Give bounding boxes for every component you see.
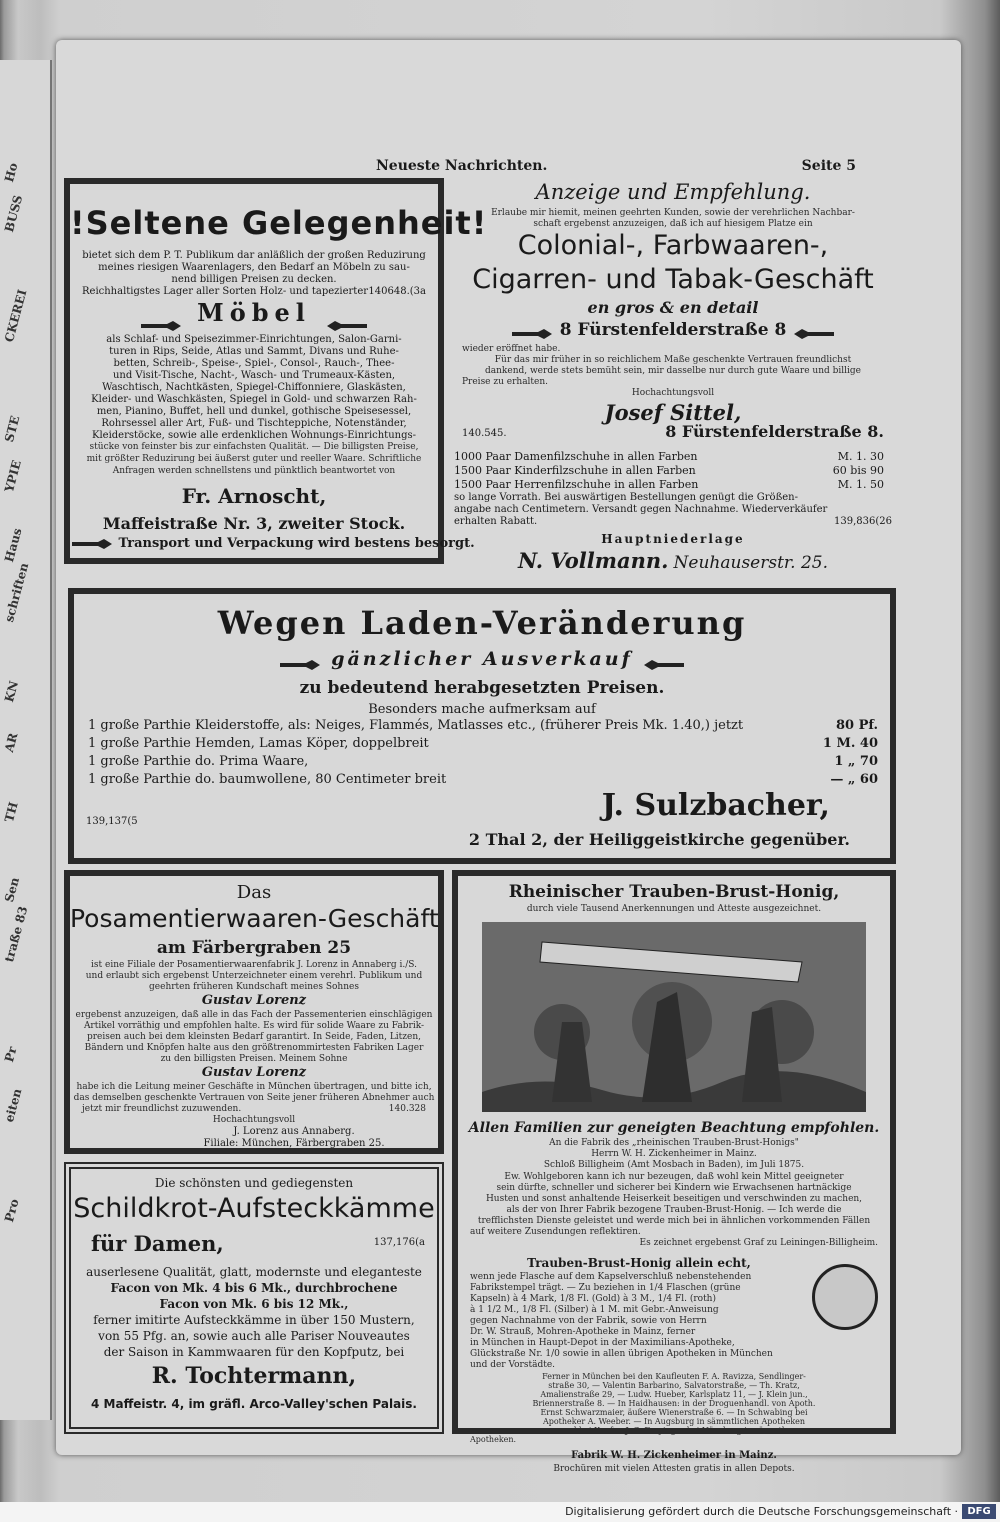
ad-text: erhalten Rabatt. xyxy=(454,516,538,527)
ad-body-line: straße 30, — Valentin Barbarino, Salvatorstraße, — Th. Kratz, xyxy=(548,1381,800,1390)
ad-body-line: auf weitere Zusendungen reflektiren. xyxy=(470,1227,641,1237)
ad-text: meines riesigen Waarenlagers, den Bedarf an Möbeln zu sau- xyxy=(98,262,410,273)
ad-advertiser-name: N. Vollmann. xyxy=(517,548,669,573)
ad-body-line: Waschtisch, Nachtkästen, Spiegel-Chiffonniere, Glaskästen, xyxy=(102,382,406,393)
ad-reference: 139,836(26 xyxy=(834,516,892,527)
fragment: schriften xyxy=(2,561,32,624)
ad-body-line: Fabrikstempel trägt. — Zu beziehen in 1/4 Flaschen (grüne xyxy=(470,1283,741,1293)
adjacent-page-strip xyxy=(0,60,52,1420)
ad-address-row xyxy=(450,320,896,340)
page-number: Seite 5 xyxy=(801,158,856,174)
ad-body-line: Kleiderstöcke, sowie alle erdenklichen Wohnungs-Einrichtungs- xyxy=(91,430,416,441)
fragment: KN xyxy=(2,679,22,704)
ad-body-line: und der Vorstädte. xyxy=(470,1360,556,1370)
ad-body-line: Ernst Schwarzmaier, äußere Wienerstraße 6. — In Schwabing bei xyxy=(540,1408,808,1417)
ad-body-line: das demselben geschenkte Vertrauen von Seite jener früheren Abnehmer auch xyxy=(73,1093,435,1103)
ad-headline: Rheinischer Trauben-Brust-Honig, xyxy=(508,882,840,902)
price-row-text: 1 große Parthie do. Prima Waare, xyxy=(88,754,309,769)
pointing-hand-icon xyxy=(278,654,322,666)
price-row-text: 1 große Parthie do. baumwollene, 80 Centimeter breit xyxy=(88,772,447,787)
price-row-price: — „ 60 xyxy=(830,772,878,787)
price-row-price: 80 Pf. xyxy=(835,718,878,733)
ad-body-line: Artikel vorräthig und empfohlen halte. Es wird für solide Waare zu Fabrik- xyxy=(83,1021,425,1031)
price-row-text: 1500 Paar Kinderfilzschuhe in allen Farben xyxy=(454,464,696,477)
fragment: eiten xyxy=(2,1087,25,1124)
ad-subtitle: en gros & en detail xyxy=(587,298,759,317)
ad-text: schaft ergebenst anzuzeigen, daß ich auf hiesigem Platze ein xyxy=(533,219,813,229)
ad-subtitle-row xyxy=(74,648,890,670)
fragment: BUSS xyxy=(2,193,26,234)
price-row-text: 1500 Paar Herrenfilzschuhe in allen Farben xyxy=(454,478,699,491)
price-row-price: 1 „ 70 xyxy=(834,754,878,769)
footer-credit: Digitalisierung gefördert durch die Deutsche Forschungsgemeinschaft · xyxy=(565,1505,958,1518)
ad-body-line: men, Pianino, Buffet, hell und dunkel, gothische Speisesessel, xyxy=(96,406,412,417)
ad-name-row xyxy=(450,548,896,573)
ad-text: Hochachtungsvoll xyxy=(631,388,715,398)
ad-body-line: Apotheker A. Weeber. — In Augsburg in sämmtlichen Apotheken xyxy=(542,1417,806,1426)
ad-body-line: und Visit-Tische, Nacht-, Wasch- und Trumeaux-Kästen, xyxy=(112,370,396,381)
ad-body-line: trefflichsten Dienste geleistet und werde mich bei in ähnlichen vorkommenden Fällen xyxy=(477,1216,871,1226)
ad-body-line: sein dürfte, schneller und sicherer bei Kindern wie Erwachsenen hartnäckige xyxy=(496,1183,852,1193)
ad-text: Besonders mache aufmerksam auf xyxy=(368,702,596,717)
price-row-text: 1 große Parthie Hemden, Lamas Köper, doppelbreit xyxy=(88,736,429,751)
ad-headline: Wegen Laden-Veränderung xyxy=(217,604,747,642)
ad-label: Hauptniederlage xyxy=(601,532,745,546)
ad-signature: J. Lorenz aus Annaberg. xyxy=(233,1126,355,1137)
price-row xyxy=(454,478,884,491)
ad-signature: Es zeichnet ergebenst Graf zu Leiningen-Billigheim. xyxy=(639,1238,878,1248)
ad-advertiser-name: R. Tochtermann, xyxy=(151,1363,357,1389)
ad-body-line: ergebenst anzuzeigen, daß alle in das Fach der Passementerien einschlägigen xyxy=(75,1010,433,1020)
price-row xyxy=(88,736,878,751)
ad-honig xyxy=(452,870,896,1474)
ad-body-line: preisen auch bei dem kleinsten Bedarf garantirt. In Seide, Faden, Litzen, xyxy=(86,1032,422,1042)
ad-colonial xyxy=(450,178,896,440)
ad-kaemme xyxy=(64,1162,444,1434)
ad-text: wieder eröffnet habe. xyxy=(462,344,561,354)
pointing-hand-icon xyxy=(325,309,369,321)
ad-text: angabe nach Centimetern. Versandt gegen Nachnahme. Wiederverkäufer xyxy=(454,504,828,515)
ad-reference: 140.545. xyxy=(462,428,507,439)
page-header xyxy=(376,158,856,178)
pointing-hand-icon xyxy=(642,654,686,666)
pointing-hand-icon xyxy=(510,325,554,337)
pointing-hand-icon xyxy=(139,309,183,321)
price-row xyxy=(454,464,884,477)
ad-brochure: Brochüren mit vielen Attesten gratis in allen Depots. xyxy=(553,1464,795,1474)
price-row xyxy=(454,450,884,463)
fragment: TH xyxy=(2,800,21,824)
ad-footer-row xyxy=(70,536,475,551)
ad-title: Cigarren- und Tabak-Geschäft xyxy=(472,264,874,295)
fragment: Ho xyxy=(2,161,21,184)
ad-body-line: stücke von feinster bis zur einfachsten Qualität. — Die billigsten Preise, xyxy=(89,442,419,452)
ad-address: 8 Fürstenfelderstraße 8. xyxy=(665,422,884,441)
ad-body-line: geehrten früheren Kundschaft meines Sohnes xyxy=(149,982,359,992)
ad-body-line: Kleider- und Waschkästen, Spiegel in Gold- und schwarzen Rah- xyxy=(91,394,417,405)
ad-body-line: Dr. W. Strauß, Mohren-Apotheke in Mainz, ferner xyxy=(470,1327,696,1337)
price-row xyxy=(88,772,878,787)
ad-advertiser-name: J. Sulzbacher, xyxy=(601,788,830,823)
ad-reference: 137,176(a xyxy=(373,1237,425,1248)
ad-advertiser-name: Josef Sittel, xyxy=(604,400,742,425)
ad-body-line: als der von Ihrer Fabrik bezogene Trauben-Brust-Honig. — Ich werde die xyxy=(506,1205,842,1215)
ad-headline: !Seltene Gelegenheit! xyxy=(70,204,488,242)
ad-body-line: Apotheken. xyxy=(470,1435,517,1444)
ad-address: Neuhauserstr. 25. xyxy=(673,553,829,573)
price-row-price: 1 M. 40 xyxy=(822,736,878,751)
ad-headline: Die schönsten und gediegensten xyxy=(154,1176,354,1190)
ad-body-line: zu den billigsten Preisen. Meinem Sohne xyxy=(160,1054,348,1064)
ad-address: am Färbergraben 25 xyxy=(156,938,352,958)
pointing-hand-icon xyxy=(792,325,836,337)
ad-body-line: gegen Nachnahme von der Fabrik, sowie von Herrn xyxy=(470,1316,707,1326)
ad-reference: 140.328 xyxy=(388,1104,426,1114)
grape-harvest-engraving xyxy=(482,922,866,1112)
pointing-hand-icon xyxy=(70,538,114,550)
ad-title: Posamentierwaaren-Geschäft xyxy=(70,904,439,933)
ad-body-line: à 1 1/2 M., 1/8 Fl. (Silber) à 1 M. mit Gebr.-Anweisung xyxy=(470,1305,719,1315)
ad-subtitle: Trauben-Brust-Honig allein echt, xyxy=(527,1256,751,1270)
ad-sulzbacher xyxy=(68,588,896,864)
ad-address: 2 Thal 2, der Heiliggeistkirche gegenüber. xyxy=(468,830,850,849)
newspaper-page xyxy=(56,40,961,1474)
price-row-price: M. 1. 30 xyxy=(837,450,884,463)
ad-factory: Fabrik W. H. Zickenheimer in Mainz. xyxy=(571,1450,777,1461)
ad-body-line: ferner imitirte Aufsteckkämme in über 150 Mustern, xyxy=(93,1313,415,1327)
ad-body-line: und erlaubt sich ergebenst Unterzeichneter einem verehrl. Publikum und xyxy=(85,971,423,981)
ad-text: An die Fabrik des „rheinischen Trauben-Brust-Honigs" xyxy=(549,1138,799,1148)
ad-body-line: und bei Kaufm. J. G. Freyinger bei Nürnberg in sämmtl. xyxy=(561,1426,787,1435)
page-title: Neueste Nachrichten. xyxy=(376,158,548,174)
ad-text: Erlaube mir hiemit, meinen geehrten Kunden, sowie der verehrlichen Nachbar- xyxy=(491,208,855,218)
ad-body-line: Kapseln) à 4 Mark, 1/8 Fl. (Gold) à 3 M., 1/4 Fl. (roth) xyxy=(470,1294,716,1304)
ad-title: Möbel xyxy=(197,298,311,327)
ad-address: Maffeistraße Nr. 3, zweiter Stock. xyxy=(102,514,406,533)
price-row xyxy=(88,718,878,733)
price-row-price: M. 1. 50 xyxy=(837,478,884,491)
ad-body-line: von 55 Pfg. an, sowie auch alle Pariser Nouveautes xyxy=(98,1329,410,1343)
ad-subtitle: zu bedeutend herabgesetzten Preisen. xyxy=(299,678,665,698)
ad-text: nend billigen Preisen zu decken. xyxy=(171,274,337,285)
ad-body-line: Facon von Mk. 4 bis 6 Mk., durchbrochene xyxy=(110,1281,398,1295)
ad-reference: 140648.(3a xyxy=(368,286,426,297)
fragment: Sen xyxy=(2,875,23,904)
dfg-logo: DFG xyxy=(962,1504,996,1519)
ad-body-line: Amalienstraße 29, — Ludw. Hueber, Karlsplatz 11, — J. Klein jun., xyxy=(540,1390,808,1399)
ad-body-line: auserlesene Qualität, glatt, modernste und eleganteste xyxy=(86,1265,422,1279)
ad-body-line: Briennerstraße 8. — In Haidhausen: in der Droguenhandl. von Apoth. xyxy=(532,1399,816,1408)
ad-person-name: Gustav Lorenz xyxy=(201,993,307,1008)
ad-body-line: ist eine Filiale der Posamentierwaarenfabrik J. Lorenz in Annaberg i./S. xyxy=(91,960,417,970)
ad-filzschuhe xyxy=(450,450,896,582)
ad-advertiser-name: Fr. Arnoscht, xyxy=(181,484,327,508)
ad-body-line: Husten und sonst anhaltende Heiserkeit beseitigen und verschwinden zu machen, xyxy=(485,1194,863,1204)
ad-address: 4 Maffeistr. 4, im gräfl. Arco-Valley'schen Palais. xyxy=(91,1397,417,1411)
fragment: Pr xyxy=(2,1045,20,1064)
ad-posament xyxy=(64,870,444,1154)
ad-text: dankend, werde stets bemüht sein, mir dasselbe nur durch gute Waare und billige xyxy=(485,366,861,376)
ad-title: für Damen, xyxy=(91,1231,224,1256)
ad-title: Colonial-, Farbwaaren-, xyxy=(517,230,829,261)
ad-body-line: Facon von Mk. 6 bis 12 Mk., xyxy=(159,1297,349,1311)
ad-text: Herrn W. H. Zickenheimer in Mainz. xyxy=(591,1149,757,1159)
ad-reference: 139,137(5 xyxy=(86,816,138,827)
ad-subtitle: durch viele Tausend Anerkennungen und Atteste ausgezeichnet. xyxy=(526,904,822,914)
fragment: STE xyxy=(2,414,23,444)
ad-footer: Transport und Verpackung wird bestens besorgt. xyxy=(118,536,475,551)
fragment: YPIE xyxy=(2,458,24,494)
price-row-price: 60 bis 90 xyxy=(832,464,884,477)
ad-branch: Filiale: München, Färbergraben 25. xyxy=(203,1138,385,1149)
ad-body-line: Ferner in München bei den Kaufleuten F. A. Ravizza, Sendlinger- xyxy=(542,1372,806,1381)
ad-body-line: betten, Schreib-, Speise-, Spiel-, Consol-, Rauch-, Thee- xyxy=(113,358,395,369)
price-row-text: 1 große Parthie Kleiderstoffe, als: Neiges, Flammés, Matlasses etc., (früherer Preis Mk. 1.40,) jetzt xyxy=(88,718,744,733)
ad-headline: Anzeige und Empfehlung. xyxy=(535,180,811,204)
ad-body-line: Rohrsessel aller Art, Fuß- und Tischteppiche, Notenständer, xyxy=(101,418,407,429)
fragment: traße 83 xyxy=(2,904,31,964)
ad-body-line: turen in Rips, Seide, Atlas und Sammt, Divans und Ruhe- xyxy=(109,346,399,357)
ad-body-line: Anfragen werden schnellstens und pünktlich beantwortet von xyxy=(112,466,396,476)
ad-body-line: Glückstraße Nr. 1/0 sowie in allen übrigen Apotheken in München xyxy=(470,1349,773,1359)
digitization-footer xyxy=(0,1502,1000,1522)
ad-address: 8 Fürstenfelderstraße 8 xyxy=(559,320,787,340)
ad-body-line: als Schlaf- und Speisezimmer-Einrichtungen, Salon-Garni- xyxy=(106,334,402,345)
price-row xyxy=(88,754,878,769)
ad-text: Hochachtungsvoll xyxy=(212,1115,296,1125)
ad-subtitle: gänzlicher Ausverkauf xyxy=(331,648,633,670)
ad-text: so lange Vorrath. Bei auswärtigen Bestellungen genügt die Größen- xyxy=(454,492,798,503)
ad-body-line: wenn jede Flasche auf dem Kapselverschluß nebenstehenden xyxy=(470,1272,752,1282)
ad-headline: Das xyxy=(236,882,272,903)
ad-body-line: habe ich die Leitung meiner Geschäfte in München übertragen, und bitte ich, xyxy=(76,1082,432,1092)
fragment: CKEREI xyxy=(2,287,30,344)
ad-body-line: Bändern und Knöpfen halte aus den größtrenommirtesten Fabriken Lager xyxy=(84,1043,424,1053)
ad-body-line: in München in Haupt-Depot in der Maximilians-Apotheke, xyxy=(470,1338,735,1348)
fragment: Pro xyxy=(2,1197,22,1224)
fragment: Haus xyxy=(2,526,25,564)
ad-text: bietet sich dem P. T. Publikum dar anläßlich der großen Reduzirung xyxy=(82,250,426,261)
ad-body-line: Ew. Wohlgeboren kann ich nur bezeugen, daß wohl kein Mittel geeigneter xyxy=(504,1172,844,1182)
ad-title: Schildkrot-Aufsteckkämme xyxy=(73,1193,435,1224)
ad-body-line: jetzt mir freundlichst zuzuwenden. xyxy=(82,1104,242,1114)
ad-person-name: Gustav Lorenz xyxy=(201,1065,307,1080)
ad-title-row xyxy=(70,298,438,327)
ad-tagline: Allen Familien zur geneigten Beachtung empfohlen. xyxy=(468,1120,880,1136)
ad-text: Reichhaltigstes Lager aller Sorten Holz- und tapezierter xyxy=(82,286,369,297)
fragment: AR xyxy=(2,731,21,754)
ad-body-line: mit größter Reduzirung bei äußerst guter und reeller Waare. Schriftliche xyxy=(86,454,422,464)
ad-text: Für das mir früher in so reichlichem Maße geschenkte Vertrauen freundlichst xyxy=(494,355,852,365)
ad-text: Schloß Billigheim (Amt Mosbach in Baden), im Juli 1875. xyxy=(543,1160,805,1170)
ad-body-line: der Saison in Kammwaaren für den Kopfputz, bei xyxy=(103,1345,405,1359)
price-row-text: 1000 Paar Damenfilzschuhe in allen Farben xyxy=(454,450,698,463)
ad-text: Preise zu erhalten. xyxy=(462,377,549,387)
